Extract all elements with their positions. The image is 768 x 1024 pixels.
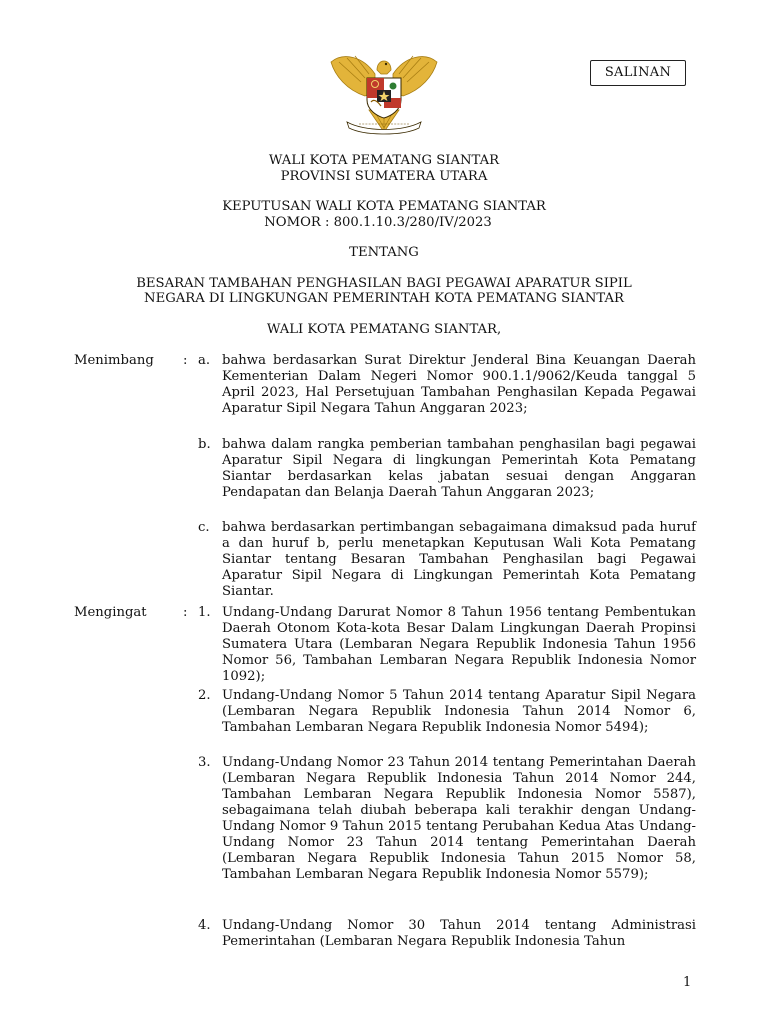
subject-line-2: NEGARA DI LINGKUNGAN PEMERINTAH KOTA PEMATANG SIANTAR (144, 291, 624, 306)
item-marker: 2. (198, 688, 211, 703)
item-text: bahwa dalam rangka pemberian tambahan penghasilan bagi pegawai Aparatur Sipil Negara di lingkungan Pemerintah Kota Pematang Siantar berdasarkan kelas jabatan sesuai dengan Anggaran Pendapatan dan Belanja Daerah Tahun Anggaran 2023; (222, 437, 696, 500)
item-text: Undang-Undang Nomor 5 Tahun 2014 tentang Aparatur Sipil Negara (Lembaran Negara Republik Indonesia Tahun 2014 Nomor 6, Tambahan Lembaran Negara Republik Indonesia Nomor 5494); (222, 688, 696, 735)
mengingat-item-1 (198, 605, 696, 685)
menimbang-item-a (198, 353, 696, 417)
item-marker: b. (198, 437, 211, 452)
item-text: bahwa berdasarkan Surat Direktur Jenderal Bina Keuangan Daerah Kementerian Dalam Negeri Nomor 900.1.1/9062/Keuda tanggal 5 April 2023, Hal Persetujuan Tambahan Penghasilan Kepada Pegawai Aparatur Sipil Negara Tahun Anggaran 2023; (222, 353, 696, 416)
item-marker: a. (198, 353, 211, 368)
decree-number: NOMOR : 800.1.10.3/280/IV/2023 (264, 215, 492, 230)
menimbang-item-b (198, 437, 696, 501)
menimbang-item-c (198, 520, 696, 600)
mengingat-label: Mengingat (74, 605, 147, 620)
item-text: Undang-Undang Nomor 23 Tahun 2014 tentang Pemerintahan Daerah (Lembaran Negara Republik Indonesia Tahun 2014 Nomor 244, Tambahan Lembaran Negara Republik Indonesia Nomor 5587), sebagaimana telah diubah beberapa kali terakhir dengan Undang-Undang Nomor 9 Tahun 2015 tentang Perubahan Kedua Atas Undang-Undang Nomor 23 Tahun 2014 tentang Pemerintahan Daerah (Lembaran Negara Republik Indonesia Tahun 2015 Nomor 58, Tambahan Lembaran Negara Republik Indonesia Nomor 5579); (222, 755, 696, 882)
item-marker: c. (198, 520, 210, 535)
issuer-heading: WALI KOTA PEMATANG SIANTAR, (266, 322, 502, 337)
menimbang-colon: : (183, 353, 188, 368)
mengingat-item-2 (198, 688, 696, 736)
item-marker: 1. (198, 605, 211, 620)
item-text: bahwa berdasarkan pertimbangan sebagaimana dimaksud pada huruf a dan huruf b, perlu menetapkan Keputusan Wali Kota Pematang Siantar tentang Besaran Tambahan Penghasilan bagi Pegawai Aparatur Sipil Negara di Lingkungan Pemerintah Kota Pematang Siantar. (222, 520, 696, 599)
regent-title: WALI KOTA PEMATANG SIANTAR (268, 153, 500, 168)
subject-line-1: BESARAN TAMBAHAN PENGHASILAN BAGI PEGAWAI APARATUR SIPIL (136, 276, 632, 291)
mengingat-item-3 (198, 755, 696, 883)
tentang-heading: TENTANG (349, 245, 419, 260)
garuda-emblem-icon (325, 46, 443, 138)
item-text: Undang-Undang Nomor 30 Tahun 2014 tentang Administrasi Pemerintahan (Lembaran Negara Republik Indonesia Tahun (222, 918, 696, 949)
mengingat-colon: : (183, 605, 188, 620)
item-marker: 4. (198, 918, 211, 933)
page-number: 1 (683, 975, 692, 990)
salinan-stamp: SALINAN (590, 60, 686, 86)
province-title: PROVINSI SUMATERA UTARA (280, 169, 488, 184)
decree-title: KEPUTUSAN WALI KOTA PEMATANG SIANTAR (222, 199, 546, 214)
item-marker: 3. (198, 755, 211, 770)
menimbang-label: Menimbang (74, 353, 154, 368)
item-text: Undang-Undang Darurat Nomor 8 Tahun 1956 tentang Pembentukan Daerah Otonom Kota-kota Besar Dalam Lingkungan Daerah Propinsi Sumatera Utara (Lembaran Negara Republik Indonesia Tahun 1956 Nomor 56, Tambahan Lembaran Negara Republik Indonesia Nomor 1092); (222, 605, 696, 684)
mengingat-item-4 (198, 918, 696, 950)
